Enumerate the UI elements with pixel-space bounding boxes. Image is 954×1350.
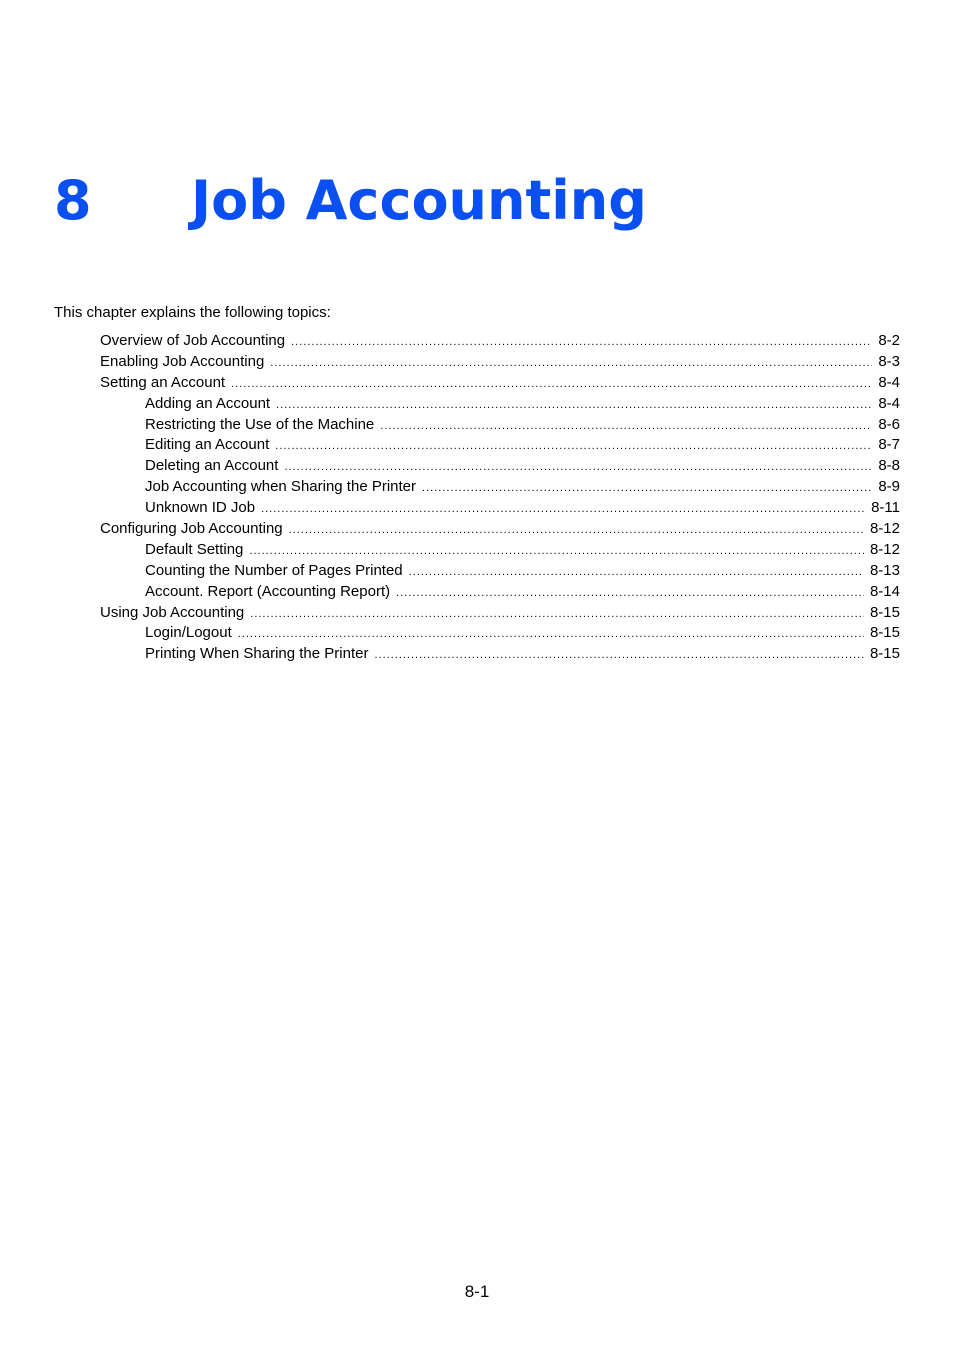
page-number: 8-1 — [464, 1282, 490, 1301]
toc-entry-title[interactable]: Default Setting — [145, 540, 244, 558]
toc-dot-leader — [374, 645, 864, 665]
toc-dot-leader — [289, 520, 864, 540]
toc-entry[interactable] — [100, 352, 900, 373]
toc-entry-page[interactable]: 8-9 — [878, 478, 900, 496]
toc-dot-leader — [231, 374, 872, 394]
toc-dot-leader — [380, 416, 872, 436]
toc-entry[interactable] — [100, 603, 900, 624]
toc-dot-leader — [409, 562, 864, 582]
toc-entry-title[interactable]: Deleting an Account — [145, 457, 279, 475]
toc-entry[interactable] — [100, 373, 900, 394]
toc-entry-page[interactable]: 8-14 — [869, 582, 900, 600]
toc-dot-leader — [284, 457, 872, 477]
toc-entry[interactable] — [100, 623, 900, 644]
toc-entry[interactable] — [100, 540, 900, 561]
toc-entry[interactable] — [100, 644, 900, 665]
toc-entry-title[interactable]: Counting the Number of Pages Printed — [145, 561, 403, 579]
toc-entry[interactable] — [100, 498, 900, 519]
toc-entry-page[interactable]: 8-15 — [869, 603, 900, 621]
toc-entry-page[interactable]: 8-4 — [878, 394, 900, 412]
toc-dot-leader — [291, 332, 872, 352]
toc-entry[interactable] — [100, 519, 900, 540]
chapter-heading — [54, 163, 914, 239]
toc-entry-title[interactable]: Configuring Job Accounting — [100, 520, 283, 538]
toc-entry-title[interactable]: Restricting the Use of the Machine — [145, 415, 375, 433]
toc-entry-page[interactable]: 8-12 — [869, 540, 900, 558]
toc-entry-title[interactable]: Unknown ID Job — [145, 499, 256, 517]
toc-entry-title[interactable]: Enabling Job Accounting — [100, 352, 265, 370]
toc-entry[interactable] — [100, 477, 900, 498]
toc-entry[interactable] — [100, 456, 900, 477]
toc-entry[interactable] — [100, 561, 900, 582]
toc-entry[interactable] — [100, 331, 900, 352]
toc-entry-title[interactable]: Login/Logout — [145, 624, 232, 642]
toc-dot-leader — [396, 583, 864, 603]
toc-dot-leader — [238, 624, 864, 644]
toc-entry-title[interactable]: Adding an Account — [145, 394, 271, 412]
toc-entry-title[interactable]: Editing an Account — [145, 436, 270, 454]
toc-dot-leader — [275, 436, 872, 456]
toc-dot-leader — [249, 541, 864, 561]
toc-entry-page[interactable]: 8-13 — [869, 561, 900, 579]
toc-entry-page[interactable]: 8-8 — [878, 457, 900, 475]
toc-entry-page[interactable]: 8-3 — [878, 352, 900, 370]
toc-entry-page[interactable]: 8-2 — [878, 332, 900, 349]
toc-entry-page[interactable]: 8-11 — [871, 499, 900, 517]
table-of-contents — [100, 331, 900, 665]
toc-entry[interactable] — [100, 435, 900, 456]
toc-entry-page[interactable]: 8-7 — [878, 436, 900, 454]
toc-entry-page[interactable]: 8-15 — [869, 645, 900, 663]
toc-entry-title[interactable]: Setting an Account — [100, 373, 226, 391]
toc-entry-title[interactable]: Account. Report (Accounting Report) — [145, 582, 391, 600]
toc-dot-leader — [276, 395, 872, 415]
toc-entry-page[interactable]: 8-6 — [878, 415, 900, 433]
toc-entry-page[interactable]: 8-12 — [869, 520, 900, 538]
toc-entry[interactable] — [100, 394, 900, 415]
chapter-number: 8 — [54, 169, 92, 232]
chapter-intro: This chapter explains the following topics: — [54, 304, 331, 321]
toc-entry-title[interactable]: Printing When Sharing the Printer — [145, 645, 369, 663]
toc-entry-title[interactable]: Overview of Job Accounting — [100, 332, 286, 349]
toc-entry-page[interactable]: 8-15 — [869, 624, 900, 642]
toc-entry[interactable] — [100, 415, 900, 436]
toc-entry-title[interactable]: Job Accounting when Sharing the Printer — [145, 478, 417, 496]
toc-dot-leader — [270, 353, 872, 373]
toc-dot-leader — [422, 478, 872, 498]
toc-entry-page[interactable]: 8-4 — [878, 373, 900, 391]
chapter-title: Job Accounting — [191, 169, 647, 232]
toc-entry-title[interactable]: Using Job Accounting — [100, 603, 245, 621]
toc-dot-leader — [261, 499, 865, 519]
toc-entry[interactable] — [100, 582, 900, 603]
toc-dot-leader — [250, 604, 864, 624]
